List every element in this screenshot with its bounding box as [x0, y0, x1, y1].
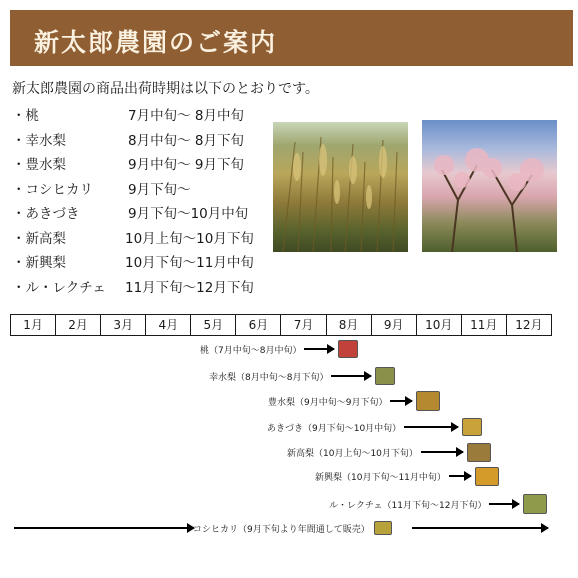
peach-blossom-photo [422, 120, 557, 252]
arrow-icon [304, 348, 334, 350]
timeline-row-kosui [209, 366, 395, 386]
month-cell: 6月 [236, 315, 281, 335]
shinko-pear-thumbnail [475, 467, 499, 486]
timeline-label: 豊水梨（9月中旬～9月下旬） [268, 397, 388, 408]
rice-arrow-left [14, 527, 194, 529]
arrow-icon [390, 400, 412, 402]
month-cell: 4月 [146, 315, 191, 335]
timeline-label: コシヒカリ（9月下旬より年間通して販売） [193, 524, 370, 535]
month-timeline-header [10, 314, 552, 336]
timeline-row-akizuki [267, 417, 482, 437]
product-period: 10月下旬～11月中旬 [125, 255, 254, 271]
arrow-icon [404, 426, 458, 428]
rice-field-photo [273, 122, 408, 252]
timeline-label: 新興梨（10月下旬～11月中旬） [315, 472, 446, 483]
product-name: ・コシヒカリ [12, 181, 93, 198]
timeline-label: 幸水梨（8月中旬～8月下旬） [209, 372, 329, 383]
product-period: 9月中旬～ 9月下旬 [128, 157, 244, 173]
timeline-row-shinko [315, 466, 499, 486]
product-period: 10月上旬～10月下旬 [125, 230, 254, 247]
timeline-label: あきづき（9月下旬～10月中旬） [267, 423, 402, 434]
arrow-icon [421, 451, 463, 453]
timeline-row-peach [200, 339, 358, 359]
product-name: ・桃 [12, 108, 39, 124]
product-period: 7月中旬～ 8月中旬 [128, 108, 244, 124]
month-cell: 7月 [281, 315, 326, 335]
month-cell: 10月 [417, 315, 462, 335]
arrow-icon [331, 375, 371, 377]
lelectier-pear-thumbnail [523, 494, 547, 514]
timeline-label: 桃（7月中旬～8月中旬） [200, 345, 302, 356]
timeline-row-koshihikari [193, 518, 392, 538]
product-period: 9月下旬～ [128, 181, 191, 198]
month-cell: 12月 [515, 318, 543, 332]
akizuki-pear-thumbnail [462, 418, 482, 436]
timeline-row-niitaka [287, 442, 491, 462]
month-cell: 9月 [372, 315, 417, 335]
timeline-row-lelectier [329, 494, 547, 514]
arrow-icon [449, 475, 471, 477]
hosui-pear-thumbnail [416, 391, 440, 411]
product-period: 9月下旬～10月中旬 [128, 206, 249, 222]
peach-thumbnail [338, 340, 358, 358]
intro-text: 新太郎農園の商品出荷時期は以下のとおりです。 [12, 81, 319, 97]
product-name: ・新興梨 [12, 255, 66, 271]
kosui-pear-thumbnail [375, 367, 395, 385]
product-period: 8月中旬～ 8月下旬 [128, 132, 244, 149]
month-cell: 8月 [327, 315, 372, 335]
month-cell: 11月 [462, 315, 507, 335]
page-title: 新太郎農園のご案内 [34, 28, 278, 57]
niitaka-pear-thumbnail [467, 443, 491, 462]
product-name: ・新高梨 [12, 230, 66, 247]
month-cell: 3月 [101, 315, 146, 335]
product-name: ・幸水梨 [12, 132, 66, 149]
timeline-label: ル・レクチェ（11月下旬～12月下旬） [329, 500, 487, 511]
header-banner [10, 10, 573, 66]
product-name: ・ル・レクチェ [12, 279, 106, 296]
month-cell: 5月 [191, 315, 236, 335]
timeline-row-hosui [268, 391, 440, 411]
product-name: ・あきづき [12, 206, 80, 222]
rice-arrow-right [412, 527, 548, 529]
rice-thumbnail [374, 521, 392, 535]
month-cell: 2月 [56, 315, 101, 335]
timeline-label: 新高梨（10月上旬～10月下旬） [287, 448, 418, 459]
arrow-icon [489, 503, 519, 505]
product-name: ・豊水梨 [12, 157, 66, 173]
month-cell: 1月 [11, 315, 56, 335]
product-period: 11月下旬～12月下旬 [125, 279, 254, 296]
